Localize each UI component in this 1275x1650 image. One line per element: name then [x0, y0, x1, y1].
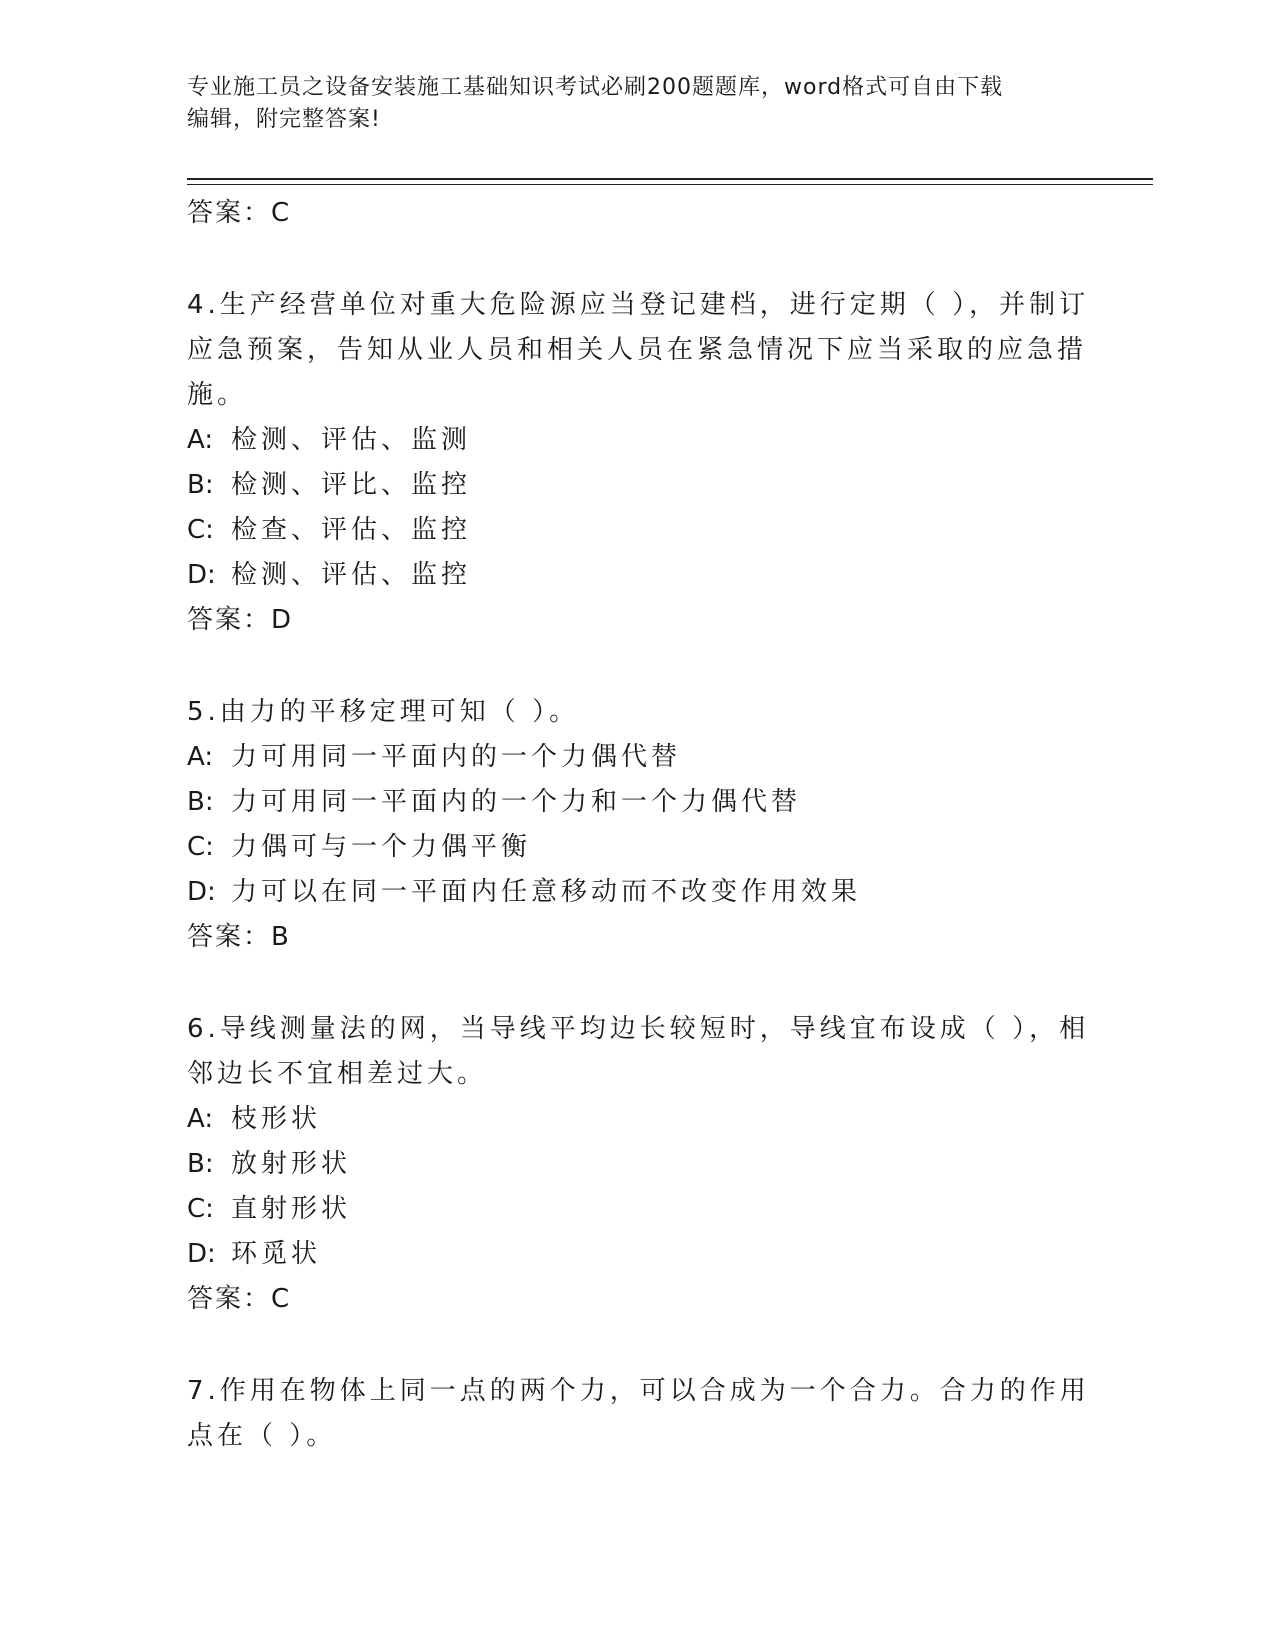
- option-a: [187, 735, 1087, 780]
- option-text: 力偶可与一个力偶平衡: [231, 832, 532, 862]
- answer-line: 答案：C: [187, 1284, 292, 1314]
- option-key: B:: [187, 470, 214, 500]
- option-key: C:: [187, 832, 214, 862]
- option-key: B:: [187, 1149, 214, 1179]
- header-rule-thin: [187, 184, 1153, 185]
- option-b: [187, 1142, 1087, 1187]
- option-d: [187, 553, 1087, 598]
- header-line-2: 编辑，附完整答案!: [187, 107, 381, 132]
- question-text-line: 施。: [187, 380, 248, 410]
- question-6: [187, 1007, 1090, 1322]
- question-text-line: 邻边长不宜相差过大。: [187, 1059, 488, 1089]
- question-list: [187, 191, 1090, 1459]
- answer-line: 答案：B: [187, 922, 291, 952]
- question-text-line: 应急预案，告知从业人员和相关人员在紧急情况下应当采取的应急措: [187, 335, 1088, 365]
- option-text: 检测、评估、监控: [231, 560, 472, 590]
- option-key: D:: [187, 877, 216, 907]
- option-text: 放射形状: [231, 1149, 352, 1179]
- option-key: A:: [187, 425, 214, 455]
- answer-line: 答案：D: [187, 605, 294, 635]
- document-header: [187, 72, 1067, 136]
- option-b: [187, 780, 1087, 825]
- option-d: [187, 1232, 1087, 1277]
- header-line-1: 专业施工员之设备安装施工基础知识考试必刷200题题库，word格式可自由下载: [187, 75, 1004, 100]
- option-text: 检测、评比、监控: [231, 470, 472, 500]
- option-a: [187, 418, 1087, 463]
- option-key: C:: [187, 1194, 214, 1224]
- header-rule-thick: [187, 178, 1153, 180]
- option-text: 力可用同一平面内的一个力和一个力偶代替: [231, 787, 802, 817]
- answer-line: 答案：C: [187, 198, 292, 228]
- spacer: [187, 643, 1087, 690]
- option-key: C:: [187, 515, 214, 545]
- question-5: [187, 690, 1087, 960]
- option-text: 力可用同一平面内的一个力偶代替: [231, 742, 682, 772]
- question-text-line: 点在（ ）。: [187, 1421, 337, 1451]
- question-text-line: 4.生产经营单位对重大危险源应当登记建档，进行定期（ ），并制订: [187, 290, 1090, 320]
- option-text: 直射形状: [231, 1194, 352, 1224]
- option-c: [187, 1187, 1087, 1232]
- spacer: [187, 960, 1087, 1007]
- option-text: 力可以在同一平面内任意移动而不改变作用效果: [231, 877, 862, 907]
- option-text: 检查、评估、监控: [231, 515, 472, 545]
- option-key: A:: [187, 742, 214, 772]
- option-text: 枝形状: [231, 1104, 322, 1134]
- option-text: 检测、评估、监测: [231, 425, 472, 455]
- spacer: [187, 1322, 1087, 1369]
- option-c: [187, 508, 1087, 553]
- option-c: [187, 825, 1087, 870]
- option-d: [187, 870, 1087, 915]
- question-text-line: 7.作用在物体上同一点的两个力，可以合成为一个合力。合力的作用: [187, 1376, 1090, 1406]
- option-text: 环觅状: [231, 1239, 322, 1269]
- option-key: A:: [187, 1104, 214, 1134]
- question-7: [187, 1369, 1090, 1459]
- question-text-line: 6.导线测量法的网，当导线平均边长较短时，导线宜布设成（ ），相: [187, 1014, 1090, 1044]
- option-b: [187, 463, 1087, 508]
- option-a: [187, 1097, 1087, 1142]
- option-key: D:: [187, 560, 216, 590]
- option-key: D:: [187, 1239, 216, 1269]
- question-text-line: 5.由力的平移定理可知（ ）。: [187, 697, 580, 727]
- spacer: [187, 236, 1087, 283]
- option-key: B:: [187, 787, 214, 817]
- question-4: [187, 283, 1090, 643]
